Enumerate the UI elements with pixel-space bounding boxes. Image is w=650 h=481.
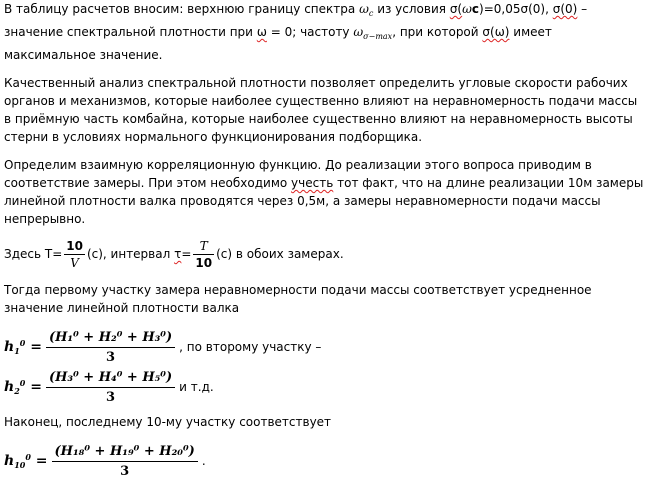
p4-text-2: (с), интервал <box>86 247 171 261</box>
paragraph-last-segment: Наконец, последнему 10-му участку соответствует <box>4 415 332 429</box>
tau-symbol: τ <box>174 247 182 261</box>
p4-text-4: (с) в обоих замерах. <box>216 247 344 261</box>
formula-h1-lhs: $h_1^0$ = <box>4 338 42 356</box>
formula-h10-fraction <box>52 444 198 479</box>
p1-text-7: имеет максимальное значение. <box>4 25 552 62</box>
paragraph-qualitative-analysis: Качественный анализ спектральной плотности позволяет определить угловые скорости рабочих органов и механизмов, которые наиболее существенно влияют на неравномерность подачи массы в приёмную часть комбайна, которые наиболее существенно влияют на неравномерность высоты стерни в условиях нормального функционирования подборщика. <box>4 76 638 144</box>
paragraph-first-segment: Тогда первому участку замера неравномерности подачи массы соответствует усредненное значение линейной плотности валка <box>4 283 592 315</box>
omega-zero-symbol: ω <box>256 25 267 39</box>
p1-text-2: из условия <box>377 2 446 16</box>
sigma-omega: σ(ω) <box>482 25 510 39</box>
omega-c-symbol: $\omega_c$ <box>359 2 374 18</box>
paragraph-spectrum-boundary <box>4 0 644 64</box>
paragraph-period-interval <box>4 238 644 271</box>
formula-h10-denominator: 3 <box>120 463 130 479</box>
formula-h2-numerator: (H₃⁰ + H₄⁰ + H₅⁰) <box>46 370 175 388</box>
formula-h2 <box>4 367 644 407</box>
p1-text-3: )=0,05σ(0), <box>479 2 549 16</box>
omega-max-symbol: $\omega_{\sigma-max}$ <box>353 25 393 41</box>
formula-h2-fraction <box>46 370 175 405</box>
p1-text-5: = 0; частоту <box>270 25 350 39</box>
fraction-interval: $\frac{T}{10}$ <box>195 239 213 270</box>
sigma-zero: σ(0) <box>552 2 578 16</box>
p1-text-6: , при которой <box>392 25 479 39</box>
c-bold: c <box>471 2 480 16</box>
fraction-period: $\frac{10}{V}$ <box>66 239 83 270</box>
formula-h2-trailing: и т.д. <box>179 380 214 394</box>
formula-h10-trailing: . <box>201 454 206 468</box>
p4-text-3: = <box>181 247 192 261</box>
misspelled-word: учесть <box>291 176 334 190</box>
p1-text-4: – значение спектральной плотности при <box>4 2 588 39</box>
sigma-open: σ( <box>449 2 463 16</box>
formula-h1 <box>4 327 644 367</box>
formula-h10-numerator: (H₁₈⁰ + H₁₉⁰ + H₂₀⁰) <box>52 444 198 462</box>
document-body <box>4 0 644 481</box>
formula-h10-lhs: $h_{10}^0$ = <box>4 452 48 470</box>
p4-text-1: Здесь Т= <box>4 247 63 261</box>
formula-h1-numerator: (H₁⁰ + H₂⁰ + H₃⁰) <box>46 330 175 348</box>
p1-text-1: В таблицу расчетов вносим: верхнюю границу спектра <box>4 2 356 16</box>
paragraph-correlation <box>4 156 644 228</box>
p3-text-2: тот факт, что на длине реализации 10м замеры линейной плотности валка проводятся через 0,5м, а замеры неравномерности подачи массы непрерывно. <box>4 176 644 226</box>
p3-text-1: Определим взаимную корреляционную функцию. До реализации этого вопроса приводим в соответствие замеры. При этом необходимо <box>4 158 592 190</box>
formula-h2-denominator: 3 <box>106 389 116 405</box>
formula-h1-fraction <box>46 330 175 365</box>
formula-h10 <box>4 441 644 481</box>
omega-inner-symbol: ω <box>462 2 472 16</box>
formula-h2-lhs: $h_2^0$ = <box>4 378 42 396</box>
formula-h1-trailing: , по второму участку – <box>179 340 322 354</box>
formula-h1-denominator: 3 <box>106 349 116 365</box>
